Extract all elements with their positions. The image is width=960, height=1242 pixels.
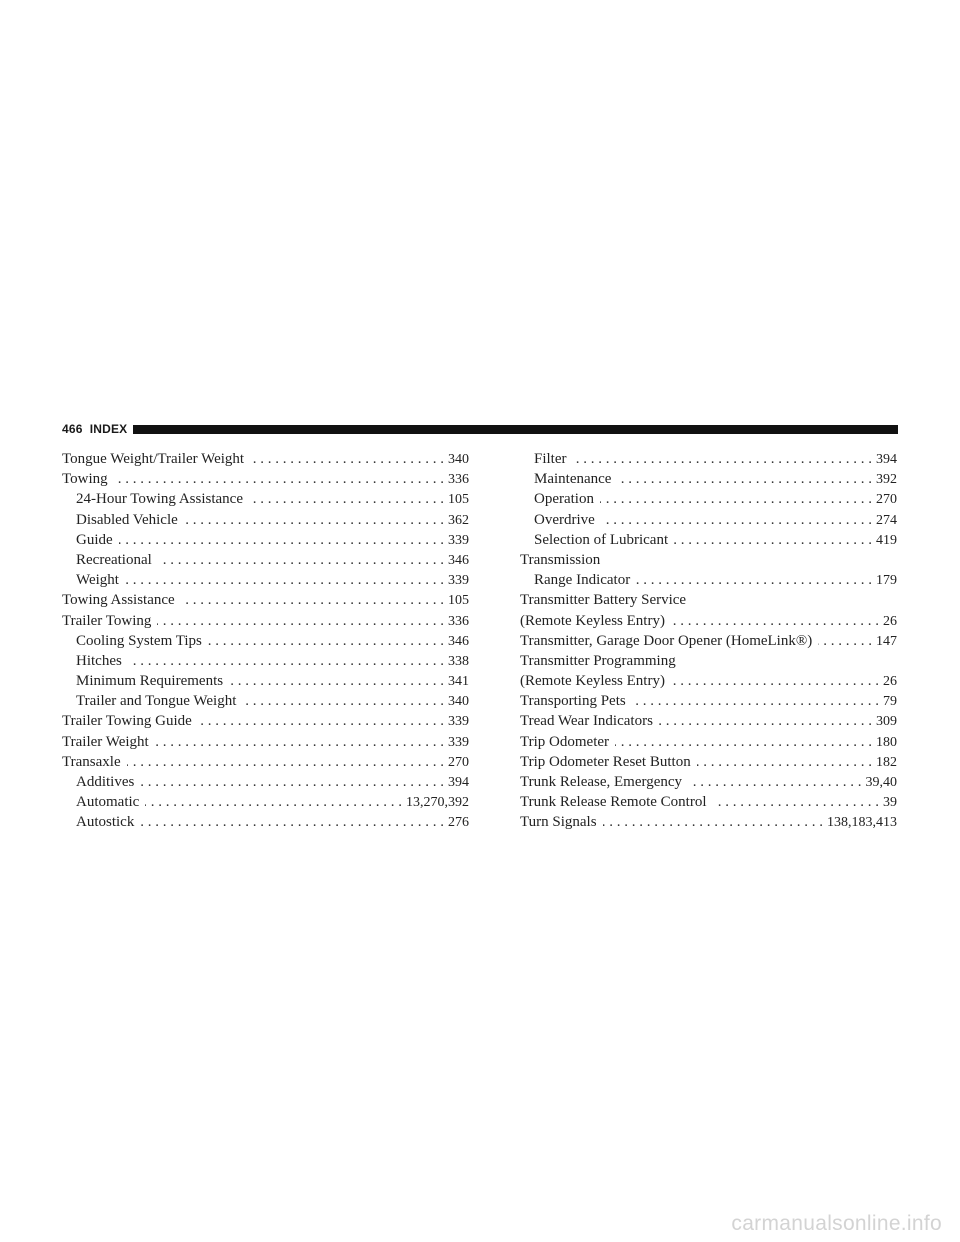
index-entry-page: 339 [448,734,469,750]
index-entry-text: Additives [76,774,135,790]
index-entry-text: Towing [62,471,108,488]
dot-leader [198,711,444,731]
index-entry-page: 339 [448,714,469,730]
index-entry-text: Trailer and Tongue Weight [76,693,237,710]
index-entry-page: 346 [448,552,469,568]
index-entry-page: 392 [876,472,897,488]
index-entry-text: Tread Wear Indicators [520,713,653,730]
index-entry-text: Trunk Release, Emergency [520,774,683,790]
index-entry [62,469,469,489]
index-entry-text: Cooling System Tips [76,632,202,649]
dot-leader [140,772,444,792]
index-entry-page: 274 [876,512,897,528]
dot-leader [114,469,444,489]
index-entry [62,510,469,530]
dot-leader [229,671,444,691]
index-entry-page: 336 [448,472,469,488]
index-entry-page: 340 [448,452,469,467]
index-entry-page: 13,270,392 [406,795,469,811]
index-entry [62,489,469,509]
index-entry-text: Trailer Towing [62,612,152,629]
index-entry-page: 336 [448,613,469,629]
index-entry [520,772,897,792]
dot-leader [615,732,872,752]
index-entry-page: 79 [883,694,897,710]
index-entry [62,590,469,610]
dot-leader [603,812,823,832]
index-entry [520,489,897,509]
index-entry [62,651,469,671]
dot-leader [659,711,872,731]
index-entry [62,611,469,631]
index-entry-page: 39 [883,795,897,811]
page-header [62,421,898,437]
index-entry-page: 147 [876,633,897,649]
header-rule [133,425,898,434]
dot-leader [181,590,444,610]
index-entry [520,449,897,469]
dot-leader [818,631,872,651]
dot-leader [671,611,879,631]
dot-leader [242,691,444,711]
index-entry-page: 394 [448,775,469,790]
index-entry [520,691,897,711]
index-entry-text: Trailer Weight [62,733,149,750]
index-entry-page: 182 [876,754,897,770]
dot-leader [617,469,872,489]
dot-leader [688,772,861,792]
dot-leader [158,550,444,570]
index-entry-page: 26 [883,674,897,690]
index-entry-text: Transaxle [62,753,121,770]
index-entry [62,449,469,469]
dot-leader [674,530,872,550]
dot-leader [713,792,879,812]
index-entry-text: Tongue Weight/Trailer Weight [62,451,245,467]
index-entry-text: Trailer Towing Guide [62,713,192,730]
index-entry-text: Minimum Requirements [76,673,224,690]
index-entry [520,550,897,570]
dot-leader [249,489,444,509]
index-entry-page: 276 [448,815,469,831]
dot-leader [671,671,879,691]
dot-leader [601,510,872,530]
index-entry-page: 309 [876,714,897,730]
index-entry-text: Transmitter Battery Service [520,592,687,609]
index-entry [62,530,469,550]
index-entry [62,671,469,691]
dot-leader [125,570,444,590]
index-entry-text: Trunk Release Remote Control [520,794,707,811]
index-entry-text: Filter [534,451,567,467]
index-entry-text: Towing Assistance [62,592,175,609]
page-number: 466 [62,422,83,436]
dot-leader [184,510,444,530]
index-entry [520,651,897,671]
index-entry-page: 270 [876,492,897,508]
index-entry-page: 362 [448,512,469,528]
index-entry-text: Guide [76,531,113,548]
index-entry [520,469,897,489]
index-entry-text: Overdrive [534,511,595,528]
index-entry-page: 138,183,413 [827,815,897,831]
index-entry-text: Automatic [76,794,140,811]
index-entry-text: Maintenance [534,471,612,488]
index-entry-page: 270 [448,754,469,770]
dot-leader [155,732,444,752]
dot-leader [127,752,444,772]
index-entry [62,792,469,812]
index-entry [62,812,469,832]
index-entry-text: Disabled Vehicle [76,511,178,528]
index-entry-page: 339 [448,532,469,548]
dot-leader [145,792,402,812]
index-entry [520,510,897,530]
dot-leader [208,631,444,651]
index-entry [62,711,469,731]
index-column-right [520,449,897,833]
index-entry-text: (Remote Keyless Entry) [520,673,665,690]
index-entry-text: Transporting Pets [520,693,626,710]
index-entry [520,711,897,731]
index-entry-page: 39,40 [865,775,897,790]
index-entry-page: 419 [876,532,897,548]
index-entry [520,631,897,651]
index-entry-page: 105 [448,593,469,609]
index-entry [520,792,897,812]
dot-leader [128,651,444,671]
index-entry [520,611,897,631]
index-entry [62,631,469,651]
index-entry-page: 341 [448,674,469,690]
index-entry [520,590,897,610]
watermark: carmanualsonline.info [731,1212,942,1235]
index-entry [520,671,897,691]
index-entry-text: Operation [534,491,594,508]
index-entry-page: 105 [448,492,469,508]
dot-leader [140,812,444,832]
index-entry [62,752,469,772]
index-entry [62,570,469,590]
index-entry-text: Turn Signals [520,814,597,831]
index-entry [62,550,469,570]
index-entry [520,812,897,832]
index-entry-text: Transmitter Programming [520,652,676,669]
index-entry-page: 338 [448,653,469,669]
dot-leader [119,530,444,550]
index-entry-page: 394 [876,452,897,467]
index-entry-text: 24-Hour Towing Assistance [76,491,243,508]
section-title: INDEX [89,422,128,436]
index-entry-page: 26 [883,613,897,629]
dot-leader [632,691,879,711]
index-entry-text: Transmitter, Garage Door Opener (HomeLink®) [520,632,813,649]
index-entry [520,530,897,550]
dot-leader [250,449,444,469]
index-entry-text: (Remote Keyless Entry) [520,612,665,629]
index-entry-page: 339 [448,573,469,589]
dot-leader [157,611,444,631]
index-entry-text: Transmission [520,551,601,568]
index-entry-text: Hitches [76,652,122,669]
index-entry-page: 346 [448,633,469,649]
index-entry-text: Trip Odometer [520,733,610,750]
index-entry-text: Selection of Lubricant [534,531,669,548]
index-column-left [62,449,469,833]
index-entry-text: Autostick [76,814,135,831]
index-entry-page: 340 [448,694,469,710]
dot-leader [697,752,872,772]
dot-leader [636,570,872,590]
index-entry [520,732,897,752]
index-entry-page: 180 [876,734,897,750]
index-entry-text: Trip Odometer Reset Button [520,753,691,770]
index-entry-text: Recreational [76,551,152,568]
index-entry-text: Weight [76,572,119,589]
index-entry [62,732,469,752]
dot-leader [573,449,873,469]
index-entry-text: Range Indicator [534,572,631,589]
index-entry [62,772,469,792]
index-entry [520,752,897,772]
index-entry-page: 179 [876,573,897,589]
index-entry [62,691,469,711]
dot-leader [600,489,872,509]
index-entry [520,570,897,590]
